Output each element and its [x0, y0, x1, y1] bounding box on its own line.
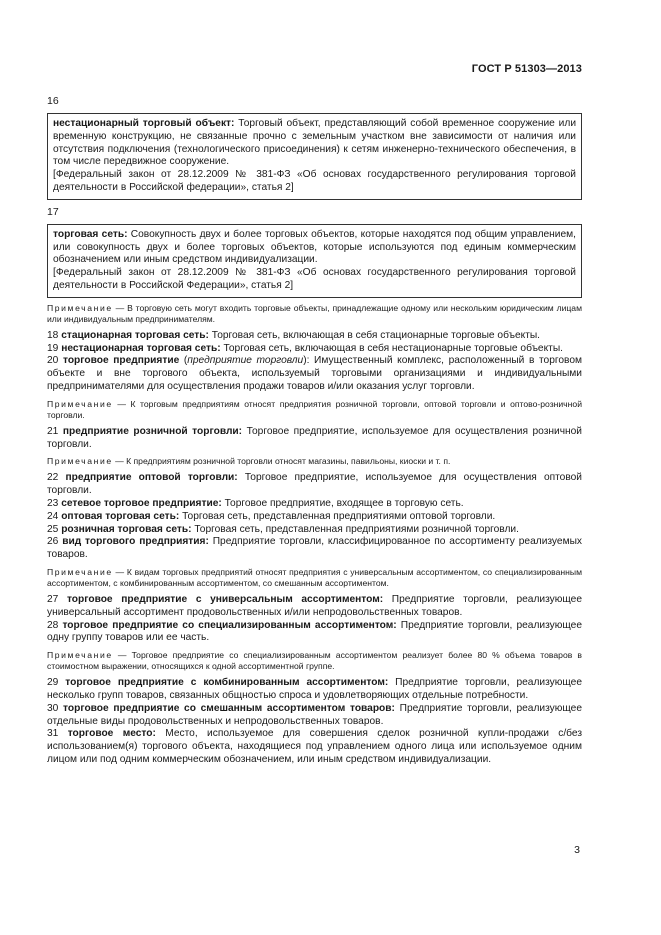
entry-24: 24 оптовая торговая сеть: Торговая сеть, представленная предприятиями оптовой торговли. [47, 510, 496, 522]
note-28: Примечание — Торговое предприятие со специализированным ассортиментом реализует более 80 % объема товаров в стоимостном выражении, относящихся к одной ассортиментной группе. [47, 650, 582, 672]
entry-25: 25 розничная торговая сеть: Торговая сеть, представленная предприятиями розничной торговли. [47, 523, 519, 535]
entry-26: 26 вид торгового предприятия: Предприятие торговли, классифицированное по ассортименту реализуемых товаров. [47, 536, 583, 561]
source-17: [Федеральный закон от 28.12.2009 № 381-ФЗ «Об основах государственного регулирования торговой деятельности в Российской Федерации», статья 2] [53, 267, 576, 291]
note-17: Примечание — В торговую сеть могут входить торговые объекты, принадлежащие одному или нескольким юридическим лицам или индивидуальным предпринимателям. [47, 302, 582, 324]
note-20: Примечание — К торговым предприятиям относят предприятия розничной торговли, оптовой торговли и оптово-розничной торговли. [47, 398, 582, 420]
definition-text-16: Торговый объект, представляющий собой временное сооружение или временную конструкцию, не связанные прочно с земельным участком вне зависимости от наличия или отсутствия подключения (технологического присоединения) к сетям инженерно-технического обеспечения, в том числе передвижное сооружение. [53, 118, 577, 168]
page-content [47, 94, 582, 767]
entry-19: 19 нестационарная торговая сеть: Торговая сеть, включающая в себя нестационарные торговые объекты. [47, 342, 563, 354]
entry-31: 31 торговое место: Место, используемое для совершения сделок розничной купли-продажи с/без использованием(я) торгового объекта, находящиеся под управлением одного лица или используемое одним лицом или под одним коммерческим обозначением, или иным средством индивидуализации. [47, 728, 582, 765]
standard-code: ГОСТ Р 51303—2013 [471, 63, 582, 75]
term-16: нестационарный торговый объект: [53, 118, 235, 129]
entry-29: 29 торговое предприятие с комбинированным ассортиментом: Предприятие торговли, реализующее несколько групп товаров, связанных общностью спроса и удовлетворяющих отдельные потребности. [47, 677, 582, 701]
entry-18: 18 стационарная торговая сеть: Торговая сеть, включающая в себя стационарные торговые объекты. [47, 329, 541, 341]
definition-box-16 [47, 113, 582, 200]
entry-21: 21 предприятие розничной торговли: Торговое предприятие, используемое для осуществления розничной торговли. [47, 425, 582, 450]
note-26: Примечание — К видам торговых предприятий относят предприятия с универсальным ассортиментом, со специализированным ассортиментом, с комбинированным ассортиментом, со смешанным ассортиментом. [47, 566, 582, 588]
definition-16 [53, 118, 576, 169]
note-21: Примечание — К предприятиям розничной торговли относят магазины, павильоны, киоски и т. п. [47, 456, 451, 467]
entry-23: 23 сетевое торговое предприятие: Торговое предприятие, входящее в торговую сеть. [47, 497, 464, 509]
page-number: 3 [574, 844, 580, 856]
entry-28: 28 торговое предприятие со специализированным ассортиментом: Предприятие торговли, реализующее одну группу товаров или ее часть. [47, 619, 582, 644]
definition-text-17: Совокупность двух и более торговых объектов, которые находятся под общим управлением, или совокупность двух и более торговых объектов, которые используются под единым коммерческим обозначением или иным средством индивидуализации. [53, 228, 576, 266]
entry-number-17: 17 [47, 205, 59, 218]
note-label: Примечание [47, 302, 113, 313]
entry-30: 30 торговое предприятие со смешанным ассортиментом товаров: Предприятие торговли, реализующее отдельные виды продовольственных и непродовольственных товаров. [47, 702, 582, 727]
entry-number-16: 16 [47, 95, 59, 107]
definition-box-17 [47, 224, 582, 298]
entry-22: 22 предприятие оптовой торговли: Торговое предприятие, используемое для осуществления оптовой торговли. [47, 472, 582, 497]
source-16: [Федеральный закон от 28.12.2009 № 381-ФЗ «Об основах государственного регулирования торговой деятельности в Российской федерации», статья 2] [53, 169, 576, 193]
entry-20: 20 торговое предприятие (предприятие торговли): Имущественный комплекс, расположенный в торговом объекте и вне торгового объекта, используемый торговыми организациями и индивидуальными предпринимателями для осуществления продажи товаров и/или оказания услуг торговли. [47, 355, 582, 392]
definition-17 [53, 229, 576, 267]
term-17: торговая сеть: [53, 228, 128, 240]
entry-27: 27 торговое предприятие с универсальным ассортиментом: Предприятие торговли, реализующее универсальный ассортимент продовольственных и/или непродовольственных товаров. [47, 593, 582, 618]
